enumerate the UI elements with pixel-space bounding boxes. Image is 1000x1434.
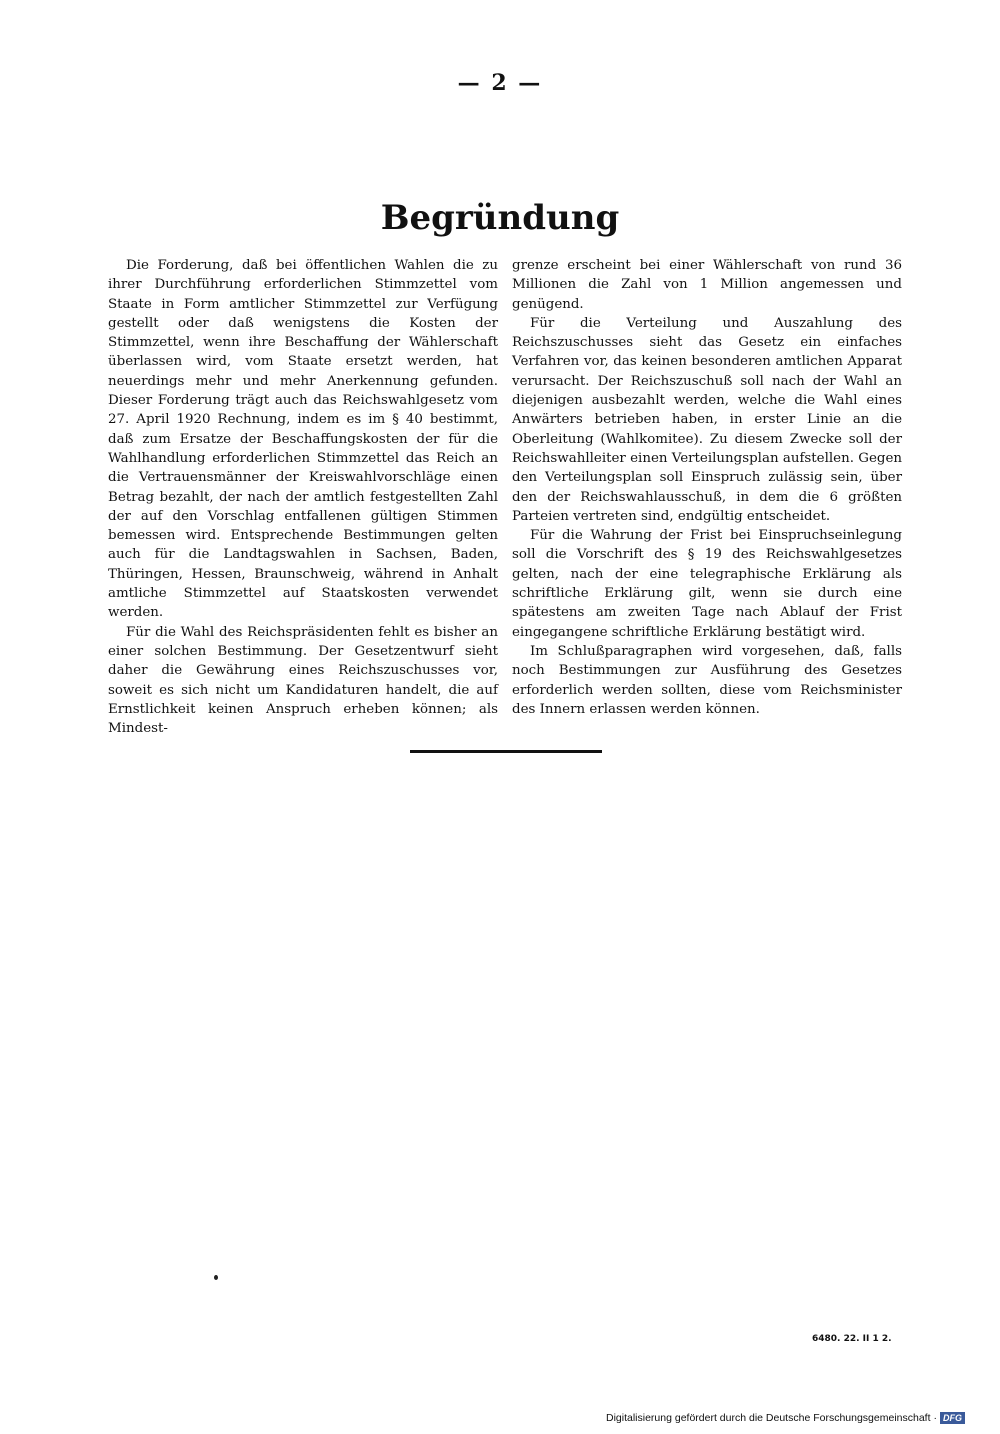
closing-rule <box>410 750 602 753</box>
document-title: Begründung <box>380 198 620 238</box>
print-code: 6480. 22. II 1 2. <box>812 1334 892 1344</box>
paragraph: Die Forderung, daß bei öffentlichen Wahlen die zu ihrer Durchführung erforderlichen Stimmzettel vom Staate in Form amtlicher Stimmzettel zur Verfügung gestellt oder daß wenigstens die Kosten der Stimmzettel, wenn ihre Beschaffung der Wählerschaft überlassen wird, vom Staate ersetzt werden, hat neuerdings mehr und mehr Anerkennung gefunden. Dieser Forderung trägt auch das Reichswahlgesetz vom 27. April 1920 Rechnung, indem es im § 40 bestimmt, daß zum Ersatze der Beschaffungskosten der für die Wahlhandlung erforderlichen Stimmzettel das Reich an die Vertrauensmänner der Kreiswahlvorschläge einen Betrag bezahlt, der nach der amtlich festgestellten Zahl der auf den Vorschlag entfallenen gültigen Stimmen bemessen wird. Entsprechende Bestimmungen gelten auch für die Landtagswahlen in Sachsen, Baden, Thüringen, Hessen, Braunschweig, während in Anhalt amtliche Stimmzettel auf Staatskosten verwendet werden. <box>108 258 498 621</box>
separator: · <box>933 1412 938 1424</box>
right-column <box>512 256 902 719</box>
paragraph: Für die Wahl des Reichspräsidenten fehlt es bisher an einer solchen Bestimmung. Der Gesetzentwurf sieht daher die Gewährung eines Reichszuschusses vor, soweit es sich nicht um Kandidaturen handelt, die auf Ernstlichkeit keinen Anspruch erheben können; als Mindest- <box>108 624 498 737</box>
paragraph: Im Schlußparagraphen wird vorgesehen, daß, falls noch Bestimmungen zur Ausführung des Gesetzes erforderlich werden sollten, diese vom Reichsminister des Innern erlassen werden können. <box>512 643 902 717</box>
print-speck <box>214 1275 218 1280</box>
dfg-logo: DFG <box>940 1412 965 1424</box>
paragraph: Für die Wahrung der Frist bei Einspruchseinlegung soll die Vorschrift des § 19 des Reichswahlgesetzes gelten, nach der eine telegraphische Erklärung als schriftliche Erklärung gilt, wenn sie durch eine spätestens am zweiten Tage nach Ablauf der Frist eingegangene schriftliche Erklärung bestätigt wird. <box>512 528 902 640</box>
paragraph: grenze erscheint bei einer Wählerschaft von rund 36 Millionen die Zahl von 1 Million angemessen und genügend. <box>512 258 902 312</box>
paragraph: Für die Verteilung und Auszahlung des Reichszuschusses sieht das Gesetz ein einfaches Verfahren vor, das keinen besonderen amtlichen Apparat verursacht. Der Reichszuschuß soll nach der Wahl an diejenigen ausbezahlt werden, welche die Wahl eines Anwärters betrieben haben, in erster Linie an die Oberleitung (Wahlkomitee). Zu diesem Zwecke soll der Reichswahlleiter einen Verteilungsplan aufstellen. Gegen den Verteilungsplan soll Einspruch zulässig sein, über den der Reichswahlausschuß, in dem die 6 größten Parteien vertreten sind, endgültig entscheidet. <box>512 315 902 524</box>
page-number: — 2 — <box>457 70 543 96</box>
digitization-note-text: Digitalisierung gefördert durch die Deutsche Forschungsgemeinschaft <box>606 1412 931 1424</box>
digitization-note <box>606 1412 965 1424</box>
left-column <box>108 256 498 738</box>
